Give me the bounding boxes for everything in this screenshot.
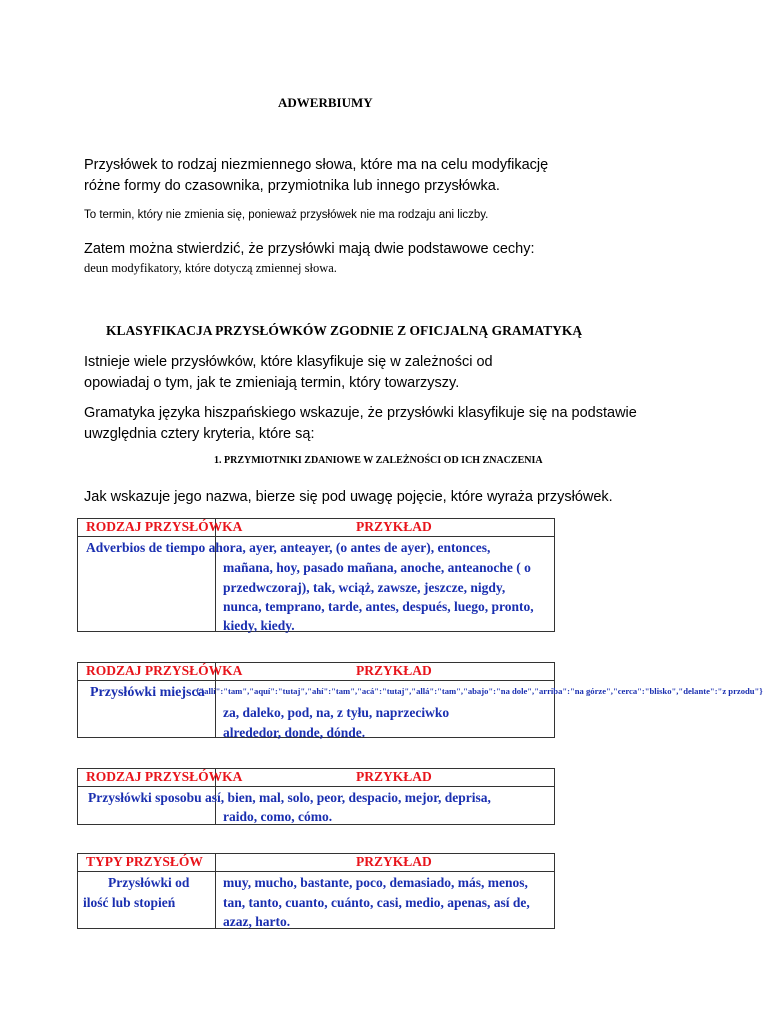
table-manner-adverbs xyxy=(77,768,555,825)
header-example: PRZYKŁAD xyxy=(356,519,432,534)
table-line: raido, como, cómo. xyxy=(223,809,333,824)
table-place-adverbs xyxy=(77,662,763,740)
table-line: mañana, hoy, pasado mañana, anoche, anteanoche ( o xyxy=(223,560,531,575)
para3: Jak wskazuje jego nazwa, bierze się pod uwagę pojęcie, które wyraża przysłówek. xyxy=(84,489,613,505)
header-type: RODZAJ PRZYSŁÓWKA xyxy=(86,519,243,534)
para1-line-1: Istnieje wiele przysłówków, które klasyfikuje się w zależności od xyxy=(84,354,493,370)
section-heading: KLASYFIKACJA PRZYSŁÓWKÓW ZGODNIE Z OFICJALNĄ GRAMATYKĄ xyxy=(106,323,583,338)
place-inline-json: {"allí":"tam","aquí":"tutaj","ahí":"tam","acá":"tutaj","allá":"tam","abajo":"na dole","arriba":"na górze","cerca":"blisko","delante":"z przodu"} xyxy=(196,686,763,696)
table-header xyxy=(78,854,554,872)
para1-line-2: opowiadaj o tym, jak te zmieniają termin, który towarzyszy. xyxy=(84,375,460,391)
table-quantity-adverbs xyxy=(77,853,555,929)
table-line: alrededor, donde, dónde. xyxy=(223,725,366,740)
table-header xyxy=(78,519,554,537)
table-time-adverbs xyxy=(77,518,555,632)
table-line: Przysłówki sposobu así, bien, mal, solo, peor, despacio, mejor, deprisa, xyxy=(88,790,491,805)
para2-line-2: uwzględnia cztery kryteria, które są: xyxy=(84,426,315,442)
intro-line-1: Przysłówek to rodzaj niezmiennego słowa, które ma na celu modyfikację xyxy=(84,157,549,173)
quantity-label-2: ilość lub stopień xyxy=(83,895,176,910)
header-type: RODZAJ PRZYSŁÓWKA xyxy=(86,769,243,784)
table-header xyxy=(78,663,554,681)
intro-line-4: deun modyfikatory, które dotyczą zmiennej słowa. xyxy=(84,261,337,275)
table-line: kiedy, kiedy. xyxy=(223,618,295,633)
table-line: muy, mucho, bastante, poco, demasiado, más, menos, xyxy=(223,875,528,890)
intro-line-3: Zatem można stwierdzić, że przysłówki mają dwie podstawowe cechy: xyxy=(84,241,535,257)
para2-line-1: Gramatyka języka hiszpańskiego wskazuje, że przysłówki klasyfikuje się na podstawie xyxy=(84,405,637,421)
header-example: PRZYKŁAD xyxy=(356,663,432,678)
header-example: PRZYKŁAD xyxy=(356,769,432,784)
header-type: TYPY PRZYSŁÓW xyxy=(86,854,203,869)
subheading: 1. PRZYMIOTNIKI ZDANIOWE W ZALEŻNOŚCI OD ICH ZNACZENIA xyxy=(214,455,543,466)
page-title: ADWERBIUMY xyxy=(278,95,373,110)
intro-line-2: różne formy do czasownika, przymiotnika lub innego przysłówka. xyxy=(84,178,500,194)
table-header xyxy=(78,769,554,787)
table-line: przedwczoraj), tak, wciąż, zawsze, jeszcze, nigdy, xyxy=(223,580,506,595)
quantity-label-1: Przysłówki od xyxy=(108,875,190,890)
table-line: tan, tanto, cuanto, cuánto, casi, medio, apenas, así de, xyxy=(223,895,530,910)
table-line: Adverbios de tiempo ahora, ayer, anteayer, (o antes de ayer), entonces, xyxy=(86,540,491,555)
table-line: za, daleko, pod, na, z tyłu, naprzeciwko xyxy=(223,705,450,720)
table-line: azaz, harto. xyxy=(223,914,291,929)
header-type: RODZAJ PRZYSŁÓWKA xyxy=(86,663,243,678)
header-example: PRZYKŁAD xyxy=(356,854,432,869)
place-label: Przysłówki miejsca xyxy=(90,685,205,700)
table-line: nunca, temprano, tarde, antes, después, luego, pronto, xyxy=(223,599,534,614)
intro-note: To termin, który nie zmienia się, ponieważ przysłówek nie ma rodzaju ani liczby. xyxy=(84,209,489,221)
